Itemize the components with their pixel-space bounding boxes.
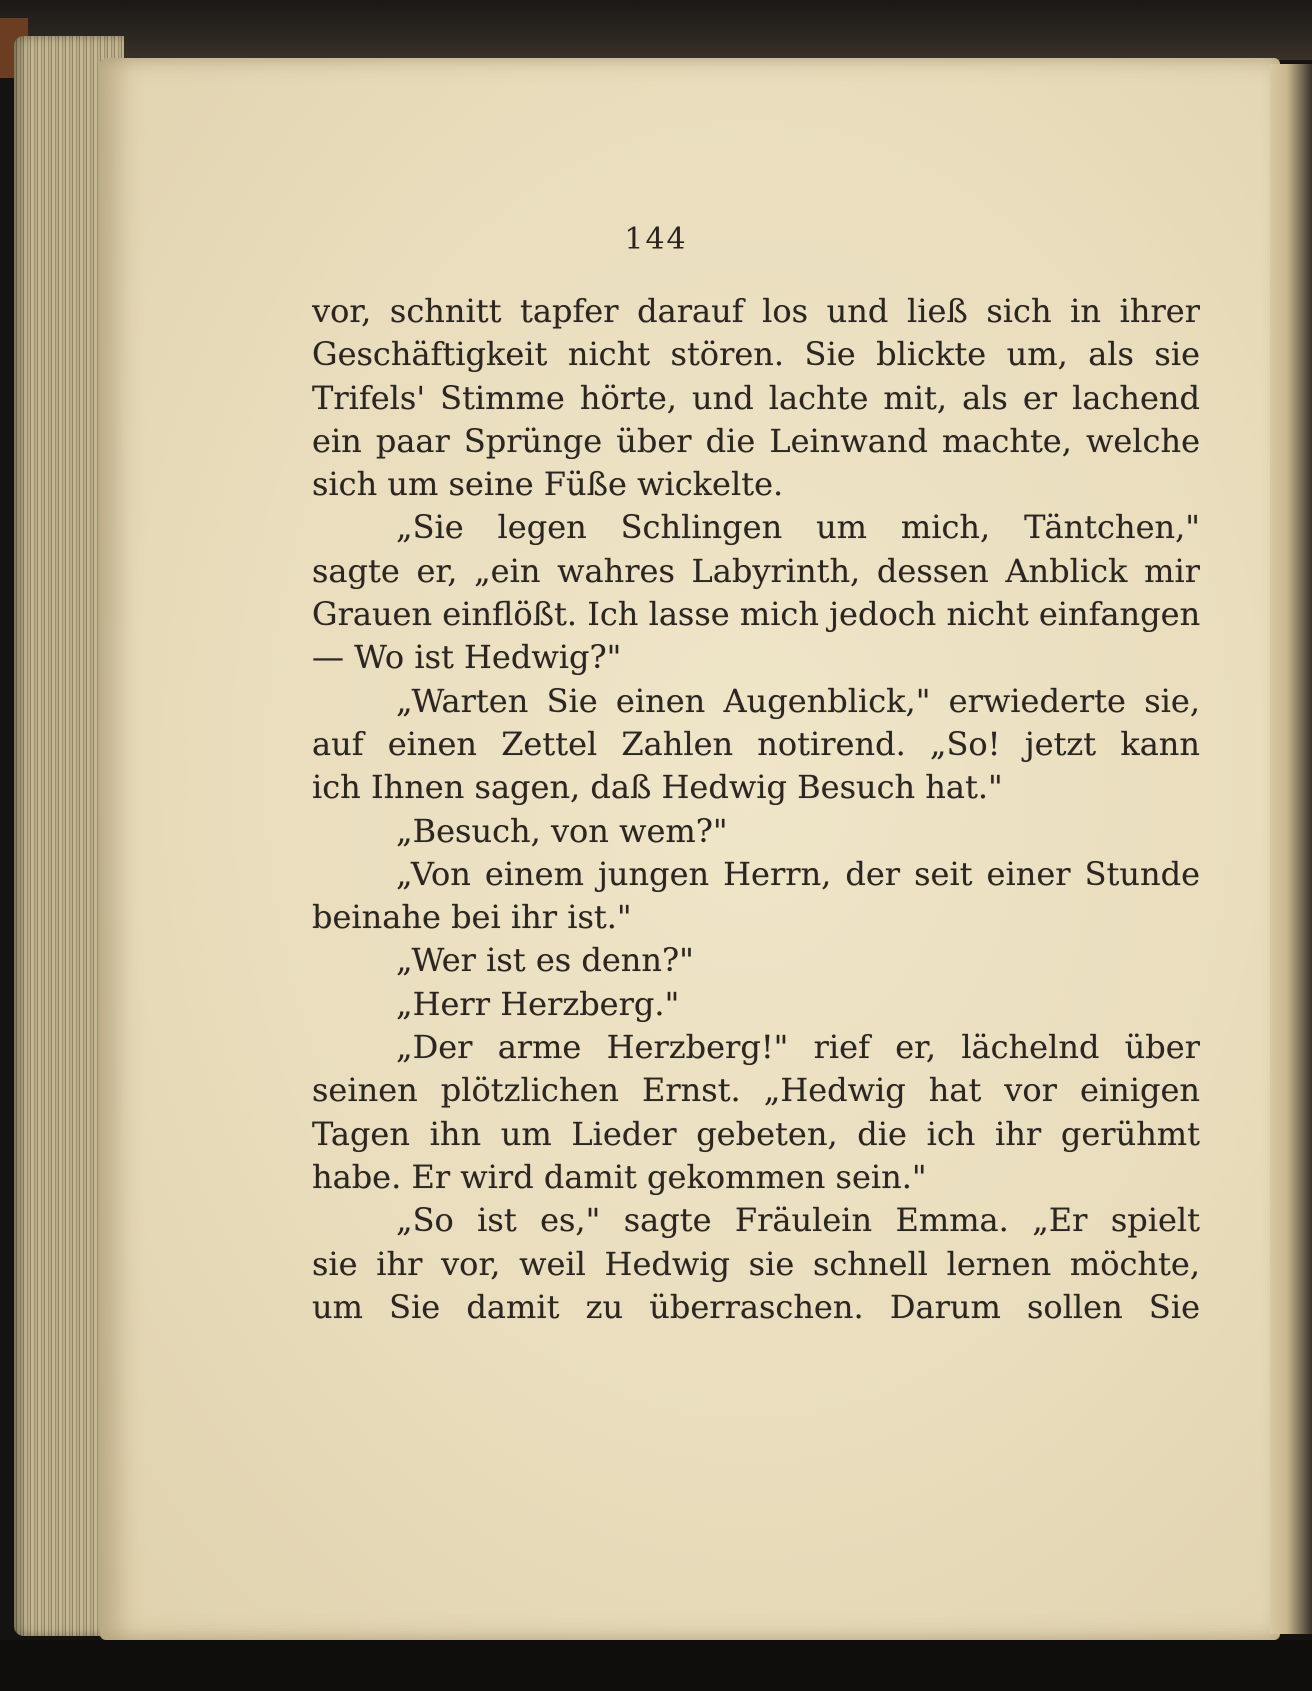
text-line: beinahe bei ihr ist."	[312, 898, 632, 937]
text-line: Tagen ihn um Lieder gebeten, die ich ihr gerühmt	[312, 1114, 1200, 1153]
text-line: auf einen Zettel Zahlen notirend. „So! jetzt kann	[312, 724, 1200, 763]
book-top-edge	[0, 0, 1312, 60]
text-line: „Besuch, von wem?"	[396, 811, 728, 850]
text-line: Geschäftigkeit nicht stören. Sie blickte um, als sie	[312, 335, 1200, 374]
text-line: „Der arme Herzberg!" rief er, lächelnd über	[396, 1028, 1200, 1067]
text-line: sagte er, „ein wahres Labyrinth, dessen Anblick mir	[312, 551, 1200, 590]
text-line: um Sie damit zu überraschen. Darum sollen Sie	[312, 1287, 1200, 1326]
text-line: „Von einem jungen Herrn, der seit einer Stunde	[396, 854, 1200, 893]
text-line: ich Ihnen sagen, daß Hedwig Besuch hat."	[312, 768, 1003, 807]
body-text	[312, 290, 1200, 1329]
text-line: „Sie legen Schlingen um mich, Täntchen,"	[396, 508, 1200, 547]
text-line: ein paar Sprünge über die Leinwand machte, welche	[312, 421, 1200, 460]
text-line: — Wo ist Hedwig?"	[312, 638, 622, 677]
scan-bottom-background	[0, 1640, 1312, 1691]
text-line: habe. Er wird damit gekommen sein."	[312, 1157, 927, 1196]
text-line: vor, schnitt tapfer darauf los und ließ sich in ihrer	[312, 292, 1200, 330]
text-line: Trifels' Stimme hörte, und lachte mit, als er lachend	[312, 378, 1200, 417]
text-line: „So ist es," sagte Fräulein Emma. „Er spielt	[396, 1201, 1200, 1240]
text-line: seinen plötzlichen Ernst. „Hedwig hat vor einigen	[312, 1071, 1200, 1110]
text-line: „Wer ist es denn?"	[396, 941, 694, 980]
text-line: sich um seine Füße wickelte.	[312, 465, 784, 504]
text-line: „Herr Herzberg."	[396, 984, 680, 1023]
text-line: sie ihr vor, weil Hedwig sie schnell lernen möchte,	[312, 1244, 1200, 1283]
page-right-edge	[1270, 64, 1312, 1634]
text-line: Grauen einflößt. Ich lasse mich jedoch nicht einfangen	[312, 595, 1200, 634]
text-line: „Warten Sie einen Augenblick," erwiederte sie,	[396, 681, 1200, 720]
page-number: 144	[624, 222, 688, 257]
